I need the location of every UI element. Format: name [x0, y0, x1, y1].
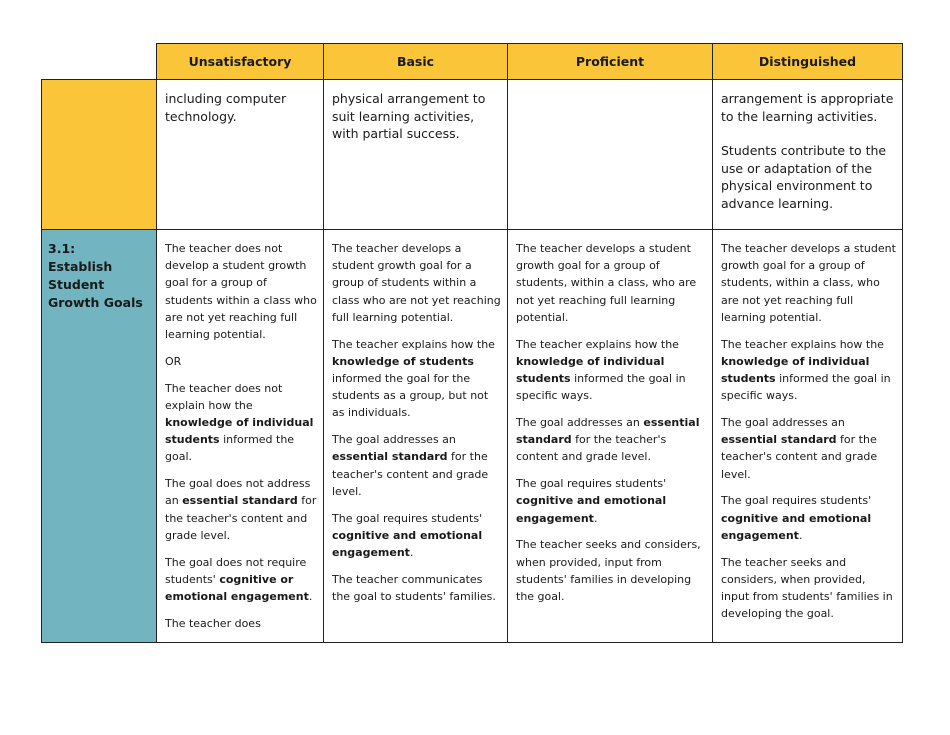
descriptor-paragraph — [332, 571, 501, 605]
descriptor-paragraph — [165, 380, 317, 466]
descriptor-paragraph — [165, 353, 317, 370]
descriptor-text: for the teacher's content and grade level. — [721, 433, 878, 481]
descriptor-text: The goal requires students' — [332, 511, 483, 525]
descriptor-text: The teacher develops a student growth goal for a group of students within a class who are not yet reaching full learning potential. — [332, 242, 501, 324]
descriptor-text: The goal requires students' — [721, 494, 872, 508]
continued-paragraph: arrangement is appropriate to the learning activities. — [721, 91, 894, 124]
descriptor-paragraph — [165, 554, 317, 606]
descriptor-text: The goal requires students' — [516, 477, 667, 491]
continued-distinguished-cell — [713, 80, 903, 230]
descriptor-text: . — [593, 511, 598, 525]
key-term: cognitive or emotional engagement — [165, 572, 309, 604]
descriptor-paragraph — [721, 554, 896, 623]
descriptor-basic-cell — [324, 230, 508, 643]
descriptor-paragraph — [332, 510, 501, 562]
descriptor-text: The teacher explains how the — [516, 337, 679, 351]
continued-label-cell — [42, 80, 157, 230]
key-term: knowledge of individual students — [516, 354, 665, 386]
key-term: cognitive and emotional engagement — [332, 528, 483, 560]
descriptor-text: The teacher explains how the — [721, 337, 884, 351]
descriptor-paragraph — [516, 240, 706, 326]
descriptor-text: The goal addresses an — [721, 416, 845, 430]
descriptor-text: The teacher communicates the goal to students' families. — [332, 572, 496, 604]
descriptor-text: informed the goal in specific ways. — [721, 372, 891, 403]
descriptor-paragraph — [516, 336, 706, 405]
descriptor-unsatisfactory-cell — [157, 230, 324, 643]
descriptor-text: OR — [165, 354, 182, 368]
key-term: knowledge of individual students — [165, 416, 314, 447]
descriptor-text: for the teacher's content and grade level. — [332, 450, 489, 498]
rubric-table — [41, 43, 903, 643]
descriptor-text: for the teacher's content and grade level. — [165, 494, 317, 542]
continued-paragraph: Students contribute to the use or adaptation of the physical environment to advance learning. — [721, 143, 887, 211]
descriptor-text: The goal addresses an — [332, 433, 456, 447]
header-basic: Basic — [324, 44, 508, 80]
descriptor-text: The teacher does — [165, 616, 261, 630]
component-label-cell — [42, 230, 157, 643]
component-row — [42, 230, 903, 643]
descriptor-paragraph — [721, 240, 896, 326]
key-term: knowledge of individual students — [721, 354, 870, 386]
continued-row — [42, 80, 903, 230]
descriptor-text: The goal does not address an — [165, 477, 311, 508]
descriptor-paragraph — [332, 240, 501, 326]
descriptor-text: for the teacher's content and grade level. — [516, 433, 667, 464]
descriptor-text: The teacher develops a student growth goal for a group of students, within a class, who are not yet reaching full learning potential. — [721, 242, 896, 324]
key-term: knowledge of students — [332, 354, 474, 368]
descriptor-text: informed the goal for the students as a group, but not as individuals. — [332, 372, 489, 420]
descriptor-distinguished-cell — [713, 230, 903, 643]
descriptor-text: The teacher seeks and considers, when provided, input from students' families in developing the goal. — [516, 538, 701, 604]
header-proficient: Proficient — [508, 44, 713, 80]
descriptor-text: The goal does not require students' — [165, 555, 307, 586]
header-distinguished: Distinguished — [713, 44, 903, 80]
continued-paragraph: physical arrangement to suit learning activities, with partial success. — [332, 91, 486, 141]
descriptor-text: The teacher does not develop a student growth goal for a group of students within a class who are not yet reaching full learning potential. — [165, 242, 317, 342]
descriptor-text: informed the goal. — [165, 433, 295, 464]
descriptor-paragraph — [516, 536, 706, 605]
descriptor-paragraph — [165, 240, 317, 343]
key-term: essential standard — [516, 416, 700, 447]
key-term: essential standard — [182, 494, 298, 508]
continued-paragraph: including computer technology. — [165, 91, 287, 124]
descriptor-proficient-cell — [508, 230, 713, 643]
key-term: cognitive and emotional engagement — [516, 494, 667, 525]
continued-basic-cell — [324, 80, 508, 230]
descriptor-paragraph — [721, 492, 896, 544]
descriptor-paragraph — [165, 475, 317, 544]
descriptor-paragraph — [516, 414, 706, 466]
descriptor-paragraph — [721, 336, 896, 405]
component-id: 3.1: — [48, 241, 76, 256]
header-row — [42, 44, 903, 80]
descriptor-text: The teacher explains how the — [332, 337, 495, 351]
descriptor-paragraph — [332, 431, 501, 500]
descriptor-text: The teacher does not explain how the — [165, 381, 283, 412]
key-term: essential standard — [721, 433, 837, 447]
component-title: Establish Student Growth Goals — [48, 259, 143, 310]
descriptor-text: The goal addresses an — [516, 416, 644, 430]
continued-unsatisfactory-cell — [157, 80, 324, 230]
descriptor-paragraph — [721, 414, 896, 483]
descriptor-text: informed the goal in specific ways. — [516, 372, 686, 403]
descriptor-paragraph — [165, 615, 317, 632]
descriptor-text: The teacher seeks and considers, when provided, input from students' families in developing the goal. — [721, 555, 893, 621]
descriptor-paragraph — [516, 475, 706, 527]
key-term: essential standard — [332, 450, 448, 464]
descriptor-text: . — [308, 590, 313, 604]
descriptor-paragraph — [332, 336, 501, 422]
continued-proficient-cell — [508, 80, 713, 230]
key-term: cognitive and emotional engagement — [721, 511, 872, 542]
corner-cell — [42, 44, 157, 80]
descriptor-text: . — [798, 528, 803, 542]
descriptor-text: . — [409, 546, 414, 560]
descriptor-text: The teacher develops a student growth goal for a group of students, within a class, who are not yet reaching full learning potential. — [516, 242, 697, 324]
header-unsatisfactory: Unsatisfactory — [157, 44, 324, 80]
